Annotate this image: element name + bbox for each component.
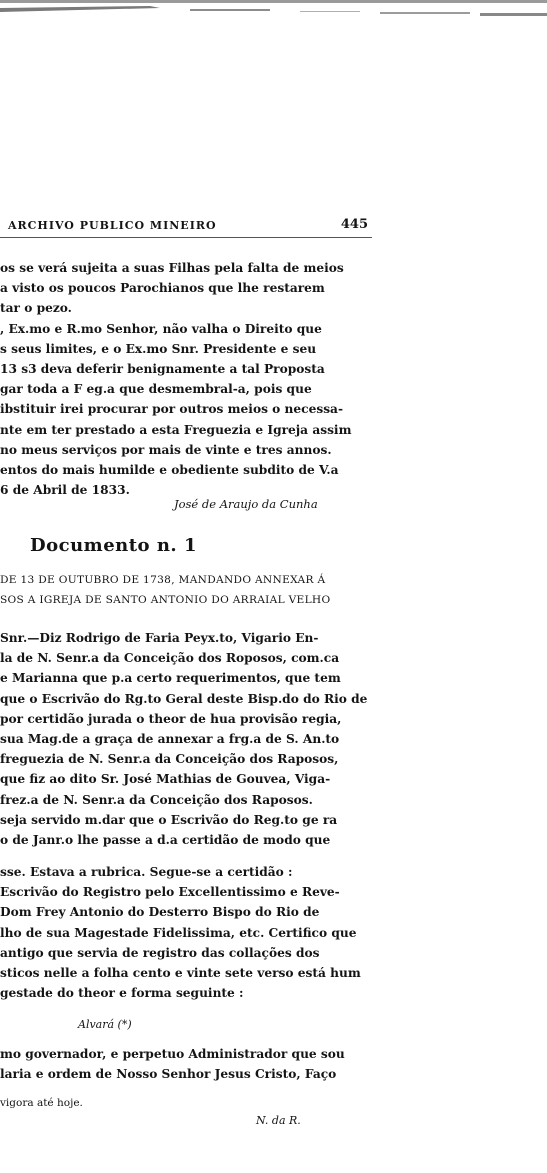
text-line: gar toda a F eg.a que desmembral-a, pois que: [0, 382, 312, 397]
text-line: lho de sua Magestade Fidelissima, etc. Certifico que: [0, 925, 357, 940]
text-line: seja servido m.dar que o Escrivão do Reg.to ge ra: [0, 812, 338, 827]
subtitle-line: SOS A IGREJA DE SANTO ANTONIO DO ARRAIAL VELHO: [0, 594, 331, 607]
letter-closing: [0, 258, 380, 500]
text-line: por certidão jurada o theor de hua provisão regia,: [0, 711, 342, 726]
text-line: 13 s3 deva deferir benignamente a tal Proposta: [0, 361, 325, 376]
text-line: Escrivão do Registro pelo Excellentissimo e Reve-: [0, 885, 340, 900]
document-subtitle: [0, 570, 380, 610]
text-line: o de Janr.o lhe passe a d.a certidão de modo que: [0, 832, 331, 847]
running-header: [0, 219, 372, 238]
text-line: entos do mais humilde e obediente subdito de V.a: [0, 462, 339, 477]
text-line: la de N. Senr.a da Conceição dos Roposos, com.ca: [0, 651, 340, 666]
text-line: a visto os poucos Parochianos que lhe restarem: [0, 281, 325, 296]
scan-edge-artifact: [0, 0, 547, 24]
running-header-title: ARCHIVO PUBLICO MINEIRO: [8, 219, 217, 232]
text-line: sse. Estava a rubrica. Segue-se a certidão :: [0, 865, 293, 879]
text-line: antigo que servia de registro das collações dos: [0, 945, 320, 960]
text-line: os se verá sujeita a suas Filhas pela falta de meios: [0, 261, 344, 275]
text-line: Dom Frey Antonio do Desterro Bispo do Rio de: [0, 905, 320, 920]
document-title: Documento n. 1: [30, 535, 197, 556]
text-line: que fiz ao dito Sr. José Mathias de Gouvea, Viga-: [0, 772, 331, 787]
letter-signature: José de Araujo da Cunha: [174, 497, 318, 511]
text-line: sticos nelle a folha cento e vinte sete verso está hum: [0, 965, 361, 980]
text-line: gestade do theor e forma seguinte :: [0, 986, 244, 1001]
text-line: , Ex.mo e R.mo Senhor, não valha o Direito que: [0, 321, 322, 336]
alvara-heading: Alvará (*): [78, 1018, 132, 1031]
text-line: que o Escrivão do Rg.to Geral deste Bisp.do do Rio de: [0, 691, 368, 706]
text-line: no meus serviços por mais de vinte e tres annos.: [0, 442, 332, 457]
petition-text: [0, 628, 380, 850]
certidao-text: [0, 862, 380, 1003]
text-line: e Marianna que p.a certo requerimentos, que tem: [0, 671, 341, 686]
text-line: mo governador, e perpetuo Administrador que sou: [0, 1047, 345, 1061]
text-line: ibstituir irei procurar por outros meios o necessa-: [0, 402, 344, 417]
subtitle-line: DE 13 DE OUTUBRO DE 1738, MANDANDO ANNEXAR Á: [0, 574, 326, 586]
text-line: 6 de Abril de 1833.: [0, 483, 130, 498]
text-line: laria e ordem de Nosso Senhor Jesus Cristo, Faço: [0, 1067, 337, 1082]
text-line: Snr.—Diz Rodrigo de Faria Peyx.to, Vigario En-: [0, 631, 319, 645]
text-line: nte em ter prestado a esta Freguezia e Igreja assim: [0, 422, 352, 437]
text-line: freguezia de N. Senr.a da Conceição dos Raposos,: [0, 752, 339, 767]
text-line: frez.a de N. Senr.a da Conceição dos Raposos.: [0, 792, 313, 807]
text-line: s seus limites, e o Ex.mo Snr. Presidente e seu: [0, 341, 317, 356]
text-line: sua Mag.de a graça de annexar a frg.a de S. An.to: [0, 731, 340, 746]
alvara-text: [0, 1044, 380, 1084]
text-line: tar o pezo.: [0, 301, 72, 316]
footnote-fragment: vigora até hoje.: [0, 1097, 83, 1109]
editor-note-signature: N. da R.: [256, 1114, 301, 1127]
page-number: 445: [340, 217, 368, 232]
